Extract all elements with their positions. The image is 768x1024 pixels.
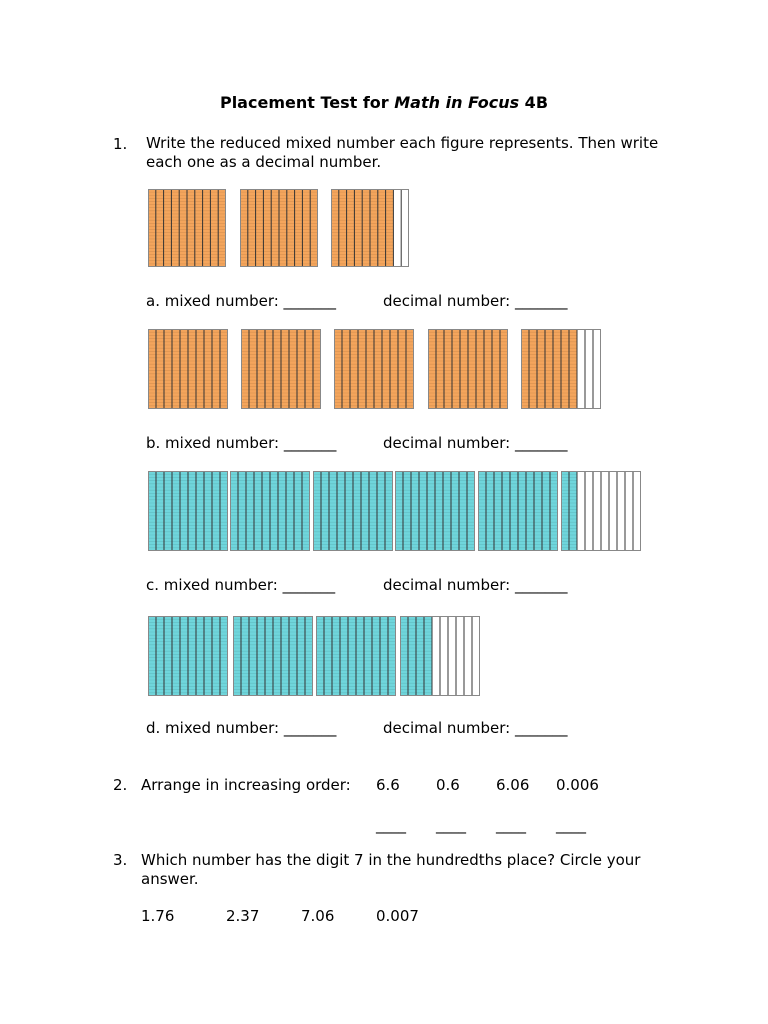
tenths-square bbox=[148, 329, 228, 409]
q3-option: 0.007 bbox=[376, 907, 419, 925]
tenths-square bbox=[334, 329, 414, 409]
q1c-mixed-answer: c. mixed number: _______ bbox=[146, 576, 336, 594]
tenths-square bbox=[241, 329, 321, 409]
tenths-square bbox=[148, 616, 228, 696]
q1a-decimal-answer: decimal number: _______ bbox=[383, 292, 568, 310]
title-suffix: 4B bbox=[519, 93, 549, 112]
q1a-mixed-answer: a. mixed number: _______ bbox=[146, 292, 337, 310]
tenths-square bbox=[240, 189, 318, 267]
figure-b bbox=[147, 329, 617, 413]
tenths-square bbox=[148, 189, 226, 267]
q1-text: Write the reduced mixed number each figure represents. Then write each one as a decimal number. bbox=[146, 134, 659, 171]
q3-text: Which number has the digit 7 in the hundredths place? Circle your answer. bbox=[141, 851, 641, 888]
figure-d bbox=[147, 615, 647, 699]
q2-value: 0.006 bbox=[556, 776, 599, 794]
tenths-square bbox=[331, 189, 409, 267]
tenths-square bbox=[478, 471, 558, 551]
q1-number: 1. bbox=[113, 135, 128, 153]
tenths-figure bbox=[147, 189, 617, 273]
tenths-square bbox=[561, 471, 641, 551]
q2-value: 6.06 bbox=[496, 776, 530, 794]
q1d-decimal-answer: decimal number: _______ bbox=[383, 719, 568, 737]
q2-text: Arrange in increasing order: bbox=[141, 776, 351, 794]
tenths-square bbox=[148, 471, 228, 551]
page-title bbox=[0, 93, 768, 112]
q1b-mixed-answer: b. mixed number: _______ bbox=[146, 434, 337, 452]
tenths-figure bbox=[147, 615, 647, 699]
tenths-square bbox=[428, 329, 508, 409]
tenths-figure bbox=[147, 329, 617, 413]
q2-value: 0.6 bbox=[436, 776, 460, 794]
tenths-square bbox=[395, 471, 475, 551]
q3-option: 7.06 bbox=[301, 907, 335, 925]
tenths-square bbox=[316, 616, 396, 696]
q2-number: 2. bbox=[113, 776, 128, 794]
tenths-square bbox=[400, 616, 480, 696]
q3-number: 3. bbox=[113, 851, 128, 869]
tenths-square bbox=[230, 471, 310, 551]
q2-blank: ____ bbox=[556, 816, 586, 834]
tenths-square bbox=[313, 471, 393, 551]
title-italic: Math in Focus bbox=[394, 93, 520, 112]
q1c-decimal-answer: decimal number: _______ bbox=[383, 576, 568, 594]
q2-blank: ____ bbox=[496, 816, 526, 834]
tenths-square bbox=[521, 329, 601, 409]
q3-option: 1.76 bbox=[141, 907, 175, 925]
tenths-figure bbox=[147, 470, 647, 554]
figure-c bbox=[147, 470, 647, 554]
q1d-mixed-answer: d. mixed number: _______ bbox=[146, 719, 337, 737]
title-prefix: Placement Test for bbox=[219, 93, 395, 112]
q1b-decimal-answer: decimal number: _______ bbox=[383, 434, 568, 452]
q2-blank: ____ bbox=[376, 816, 406, 834]
q3-option: 2.37 bbox=[226, 907, 260, 925]
q2-value: 6.6 bbox=[376, 776, 400, 794]
figure-a bbox=[147, 189, 617, 273]
tenths-square bbox=[233, 616, 313, 696]
q2-blank: ____ bbox=[436, 816, 466, 834]
